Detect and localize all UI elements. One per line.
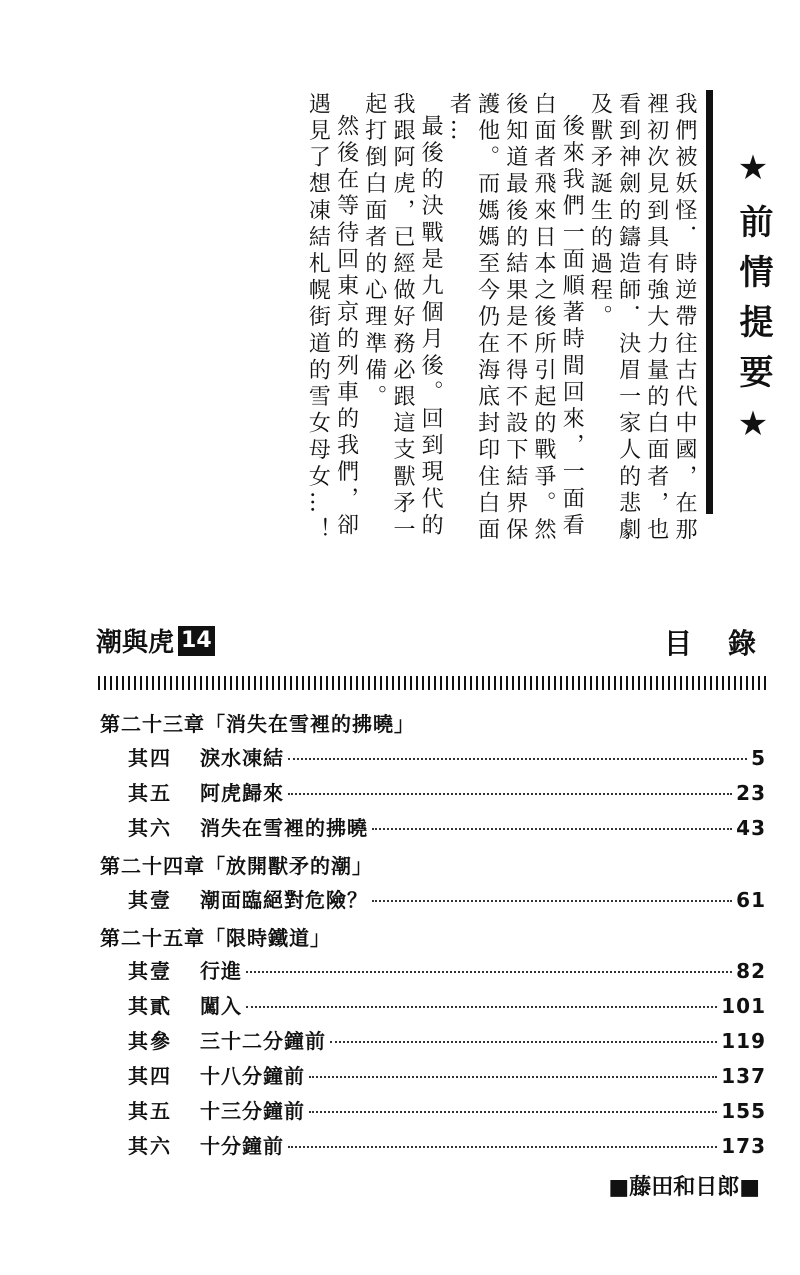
entry-title: 三十二分鐘前 (200, 1029, 326, 1053)
dot-leader (372, 900, 732, 902)
entry-number: 其四 (128, 746, 172, 770)
dot-leader (372, 828, 732, 830)
toc-entry[interactable] (128, 1095, 766, 1124)
synopsis-paragraph: 最後的決戰是九個月後。回到現代的我跟阿虎，已經做好務必跟這支獸矛一起打倒白面者的心理準備。 (361, 92, 444, 545)
synopsis-paragraph: 後來我們一面順著時間回來，一面看白面者飛來日本之後所引起的戰爭。然後知道最後的結果是不得不設下結界保護他。而媽媽至今仍在海底封印住白面者… (446, 92, 585, 545)
entry-title: 阿虎歸來 (200, 781, 284, 805)
entry-number: 其六 (128, 816, 172, 840)
entry-title: 闖入 (200, 994, 242, 1018)
author-credit: ■藤田和日郎■ (608, 1175, 760, 1200)
entry-page-number: 173 (721, 1134, 766, 1158)
dot-leader (288, 793, 732, 795)
toc-entry[interactable] (128, 1060, 766, 1089)
toc-entry[interactable] (128, 812, 766, 841)
dot-leader (246, 1006, 717, 1008)
toc-entry[interactable] (128, 777, 766, 806)
entry-page-number: 61 (736, 888, 766, 912)
entry-page-number: 119 (721, 1029, 766, 1053)
chapter-heading: 第二十四章「放開獸矛的潮」 (100, 854, 373, 878)
entry-number: 其四 (128, 1064, 172, 1088)
entry-page-number: 82 (736, 959, 766, 983)
entry-title: 十八分鐘前 (200, 1064, 305, 1088)
entry-page-number: 5 (751, 746, 766, 770)
volume-badge: 14 (178, 626, 215, 656)
chapter-heading: 第二十三章「消失在雪裡的拂曉」 (100, 712, 415, 736)
entry-page-number: 23 (736, 781, 766, 805)
entry-page-number: 101 (721, 994, 766, 1018)
entry-page-number: 155 (721, 1099, 766, 1123)
dot-leader (288, 758, 747, 760)
toc-entry[interactable] (128, 955, 766, 984)
entry-title: 十分鐘前 (200, 1134, 284, 1158)
dot-leader (330, 1041, 717, 1043)
toc-title: 目錄 (663, 627, 792, 660)
dot-leader (309, 1076, 717, 1078)
entry-number: 其參 (128, 1029, 172, 1053)
dot-leader (246, 971, 732, 973)
entry-title: 行進 (200, 959, 242, 983)
synopsis-paragraph: 我們被妖怪．時逆帶往古代中國，在那裡初次見到具有強大力量的白面者，也看到神劍的鑄造師．決眉一家人的悲劇及獸矛誕生的過程。 (587, 92, 697, 545)
dot-leader (288, 1146, 717, 1148)
entry-number: 其五 (128, 1099, 172, 1123)
synopsis-rule (706, 90, 713, 514)
entry-title: 消失在雪裡的拂曉 (200, 816, 368, 840)
toc-entry[interactable] (128, 742, 766, 771)
series-title-text: 潮與虎 (96, 628, 175, 658)
toc-entry[interactable] (128, 1025, 766, 1054)
entry-title: 淚水凍結 (200, 746, 284, 770)
entry-title: 潮面臨絕對危險？ (200, 888, 368, 912)
chapter-heading: 第二十五章「限時鐵道」 (100, 926, 331, 950)
entry-number: 其六 (128, 1134, 172, 1158)
entry-number: 其五 (128, 781, 172, 805)
entry-number: 其壹 (128, 959, 172, 983)
hatch-divider (98, 676, 770, 690)
entry-page-number: 43 (736, 816, 766, 840)
synopsis-heading: ★前情提要★ (733, 148, 773, 460)
dot-leader (309, 1111, 717, 1113)
synopsis-body (88, 92, 698, 562)
toc-entry[interactable] (128, 990, 766, 1019)
entry-page-number: 137 (721, 1064, 766, 1088)
entry-number: 其貳 (128, 994, 172, 1018)
entry-title: 十三分鐘前 (200, 1099, 305, 1123)
synopsis-paragraph: 然後在等待回東京的列車的我們，卻遇見了想凍結札幌街道的雪女母女…！ (305, 92, 359, 545)
toc-entry[interactable] (128, 1130, 766, 1159)
entry-number: 其壹 (128, 888, 172, 912)
toc-entry[interactable] (128, 884, 766, 913)
series-title (96, 622, 215, 659)
